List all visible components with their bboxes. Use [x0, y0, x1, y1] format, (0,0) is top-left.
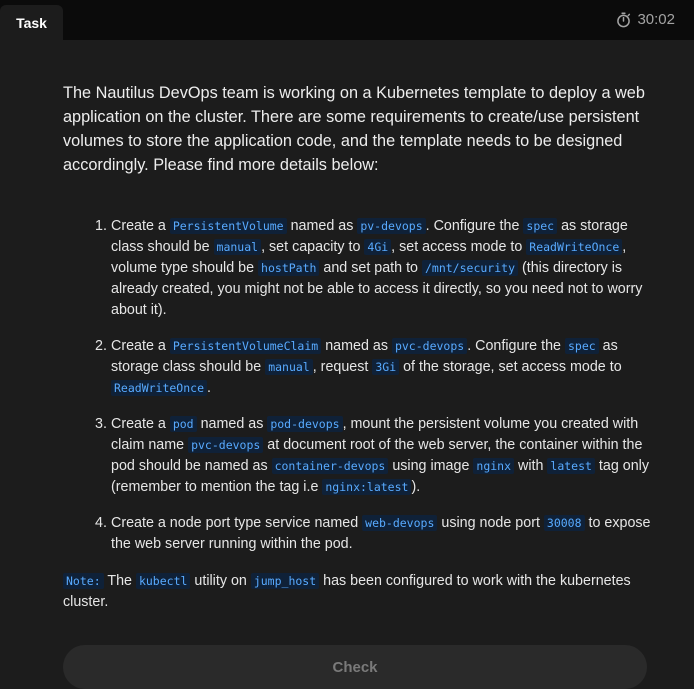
item-number: 3.	[95, 416, 107, 432]
text: tag only (remember to mention the tag i.e	[111, 458, 649, 495]
text: , set access mode to	[391, 239, 527, 255]
text: named as	[321, 338, 392, 354]
text: .	[207, 380, 211, 396]
text: utility on	[190, 573, 251, 589]
text: Create a	[111, 416, 170, 432]
task-panel	[0, 40, 694, 689]
text: Create a	[111, 338, 170, 354]
requirement-item-4	[95, 513, 655, 555]
text: named as	[286, 218, 358, 234]
code-capacity: 4Gi	[364, 239, 391, 255]
requirements-list	[95, 216, 655, 570]
text: as storage class should be	[111, 218, 628, 255]
check-button[interactable]: Check	[63, 645, 647, 689]
code-claim-name: pvc-devops	[188, 437, 263, 453]
code-image: nginx	[473, 458, 514, 474]
text: named as	[196, 416, 268, 432]
code-access-mode: ReadWriteOnce	[111, 380, 207, 396]
code-jump-host: jump_host	[251, 573, 319, 589]
code-access-mode: ReadWriteOnce	[526, 239, 622, 255]
text: , set capacity to	[261, 239, 365, 255]
text: using image	[388, 458, 474, 474]
code-persistentvolumeclaim: PersistentVolumeClaim	[170, 338, 321, 354]
code-image-tag: nginx:latest	[322, 479, 411, 495]
code-volume-type: hostPath	[258, 260, 319, 276]
text: , volume type should be	[111, 239, 627, 276]
code-pv-name: pv-devops	[357, 218, 425, 234]
requirement-item-2	[95, 336, 655, 399]
item-number: 2.	[95, 338, 107, 354]
text: . Configure the	[467, 338, 565, 354]
timer-value: 30:02	[637, 11, 675, 28]
text: at document root of the web server, the container within the pod should be named as	[111, 437, 643, 474]
code-spec: spec	[565, 338, 599, 354]
item-number: 1.	[95, 218, 107, 234]
tab-task[interactable]	[0, 5, 63, 40]
code-kubectl: kubectl	[136, 573, 190, 589]
stopwatch-icon	[616, 12, 631, 28]
code-persistentvolume: PersistentVolume	[170, 218, 287, 234]
text: with	[514, 458, 548, 474]
tab-task-label: Task	[16, 14, 47, 31]
code-pod-name: pod-devops	[267, 416, 342, 432]
code-spec: spec	[523, 218, 557, 234]
text: , request	[312, 359, 373, 375]
text: . Configure the	[425, 218, 524, 234]
code-node-port: 30008	[544, 515, 585, 531]
text: and set path to	[319, 260, 422, 276]
text: Create a node port type service named	[111, 515, 363, 531]
text: The	[103, 573, 136, 589]
code-storage-class: manual	[214, 239, 262, 255]
code-storage-class: manual	[265, 359, 313, 375]
text: using node port	[437, 515, 544, 531]
text: Create a	[111, 218, 170, 234]
code-tag: latest	[547, 458, 595, 474]
note	[63, 571, 643, 613]
code-container-name: container-devops	[272, 458, 389, 474]
note-label: Note:	[63, 573, 104, 589]
code-pvc-name: pvc-devops	[392, 338, 467, 354]
code-service-name: web-devops	[362, 515, 437, 531]
text: ).	[411, 479, 421, 495]
code-request: 3Gi	[372, 359, 399, 375]
requirement-item-1	[95, 216, 655, 321]
text: , mount the persistent volume you created with claim name	[111, 416, 639, 453]
task-intro: The Nautilus DevOps team is working on a Kubernetes template to deploy a web application on the cluster. There are some requirements to create/use persistent volumes to store the application code, and the template needs to be designed accordingly. Please find more details below:	[63, 84, 645, 174]
text: (this directory is already created, you might not be able to access it directly, so you need not to worry about it).	[111, 260, 643, 318]
text: to expose the web server running within the pod.	[111, 515, 651, 552]
text: has been configured to work with the kubernetes cluster.	[63, 573, 631, 610]
requirement-item-3	[95, 414, 655, 498]
text: as storage class should be	[111, 338, 618, 375]
code-path: /mnt/security	[422, 260, 518, 276]
item-number: 4.	[95, 515, 107, 531]
top-bar	[0, 0, 694, 40]
text: of the storage, set access mode to	[399, 359, 622, 375]
code-pod: pod	[170, 416, 197, 432]
timer	[616, 11, 675, 28]
